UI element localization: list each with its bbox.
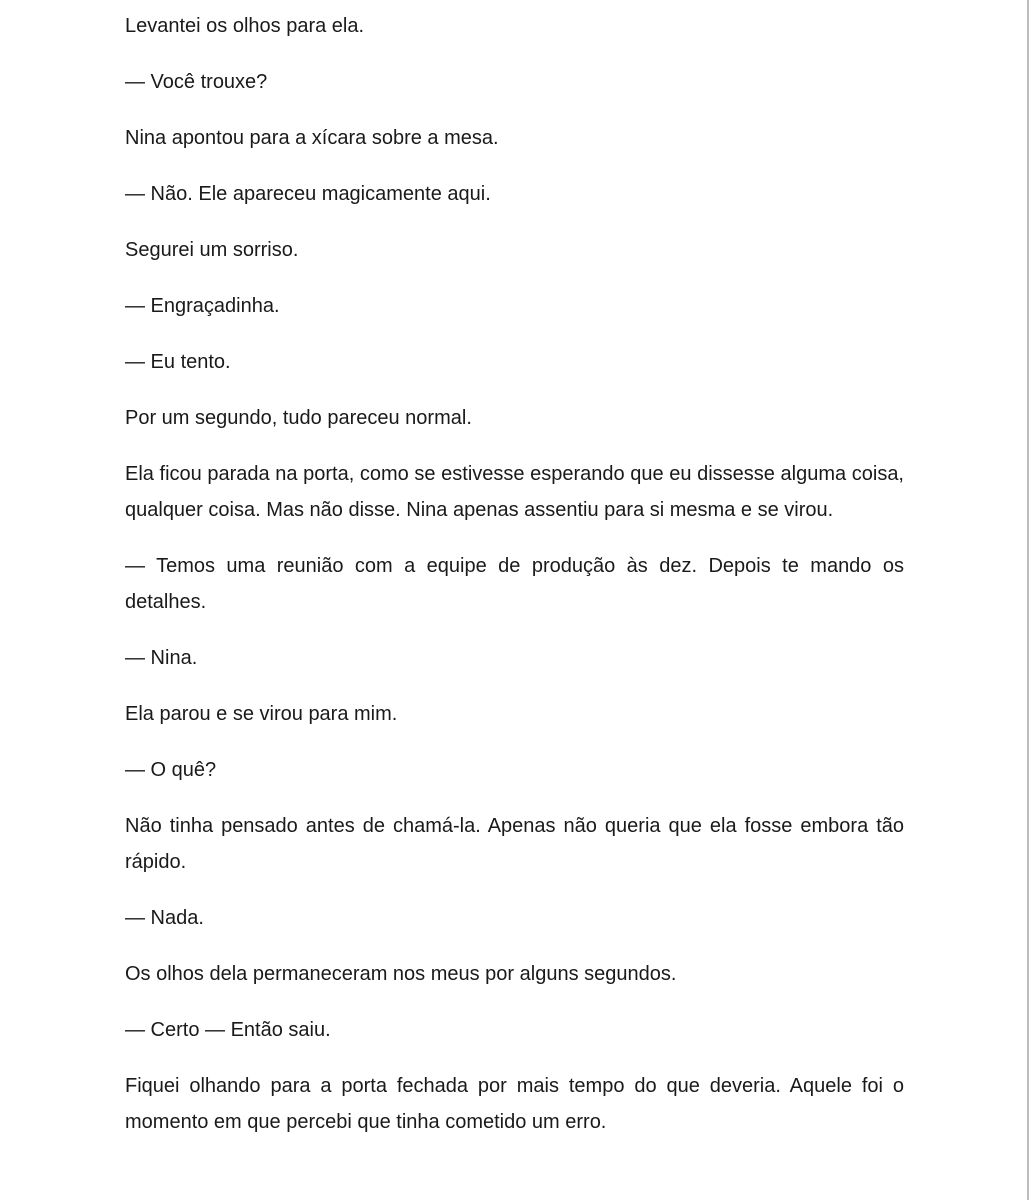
paragraph: — Temos uma reunião com a equipe de produção às dez. Depois te mando os detalhes.	[125, 555, 904, 613]
paragraph: — Não. Ele apareceu magicamente aqui.	[125, 183, 491, 205]
paragraph: — Engraçadinha.	[125, 295, 280, 317]
paragraph: Segurei um sorriso.	[125, 239, 299, 261]
paragraph: — Você trouxe?	[125, 71, 268, 93]
paragraph: Nina apontou para a xícara sobre a mesa.	[125, 127, 499, 149]
paragraph: — Nina.	[125, 647, 198, 669]
paragraph: Os olhos dela permaneceram nos meus por alguns segundos.	[125, 963, 677, 985]
paragraph: — Eu tento.	[125, 351, 231, 373]
paragraph: — O quê?	[125, 759, 217, 781]
paragraph: Por um segundo, tudo pareceu normal.	[125, 407, 472, 429]
paragraph: — Certo — Então saiu.	[125, 1019, 331, 1041]
paragraph: Ela ficou parada na porta, como se estivesse esperando que eu dissesse alguma coisa, qualquer coisa. Mas não disse. Nina apenas assentiu para si mesma e se virou.	[125, 463, 904, 521]
paragraph: — Nada.	[125, 907, 204, 929]
paragraph: Não tinha pensado antes de chamá-la. Apenas não queria que ela fosse embora tão rápido.	[125, 815, 904, 873]
paragraph: Levantei os olhos para ela.	[125, 15, 365, 37]
paragraph: Fiquei olhando para a porta fechada por mais tempo do que deveria. Aquele foi o momento em que percebi que tinha cometido um erro.	[125, 1075, 904, 1133]
paragraph: Ela parou e se virou para mim.	[125, 703, 398, 725]
text-column	[125, 8, 904, 1140]
